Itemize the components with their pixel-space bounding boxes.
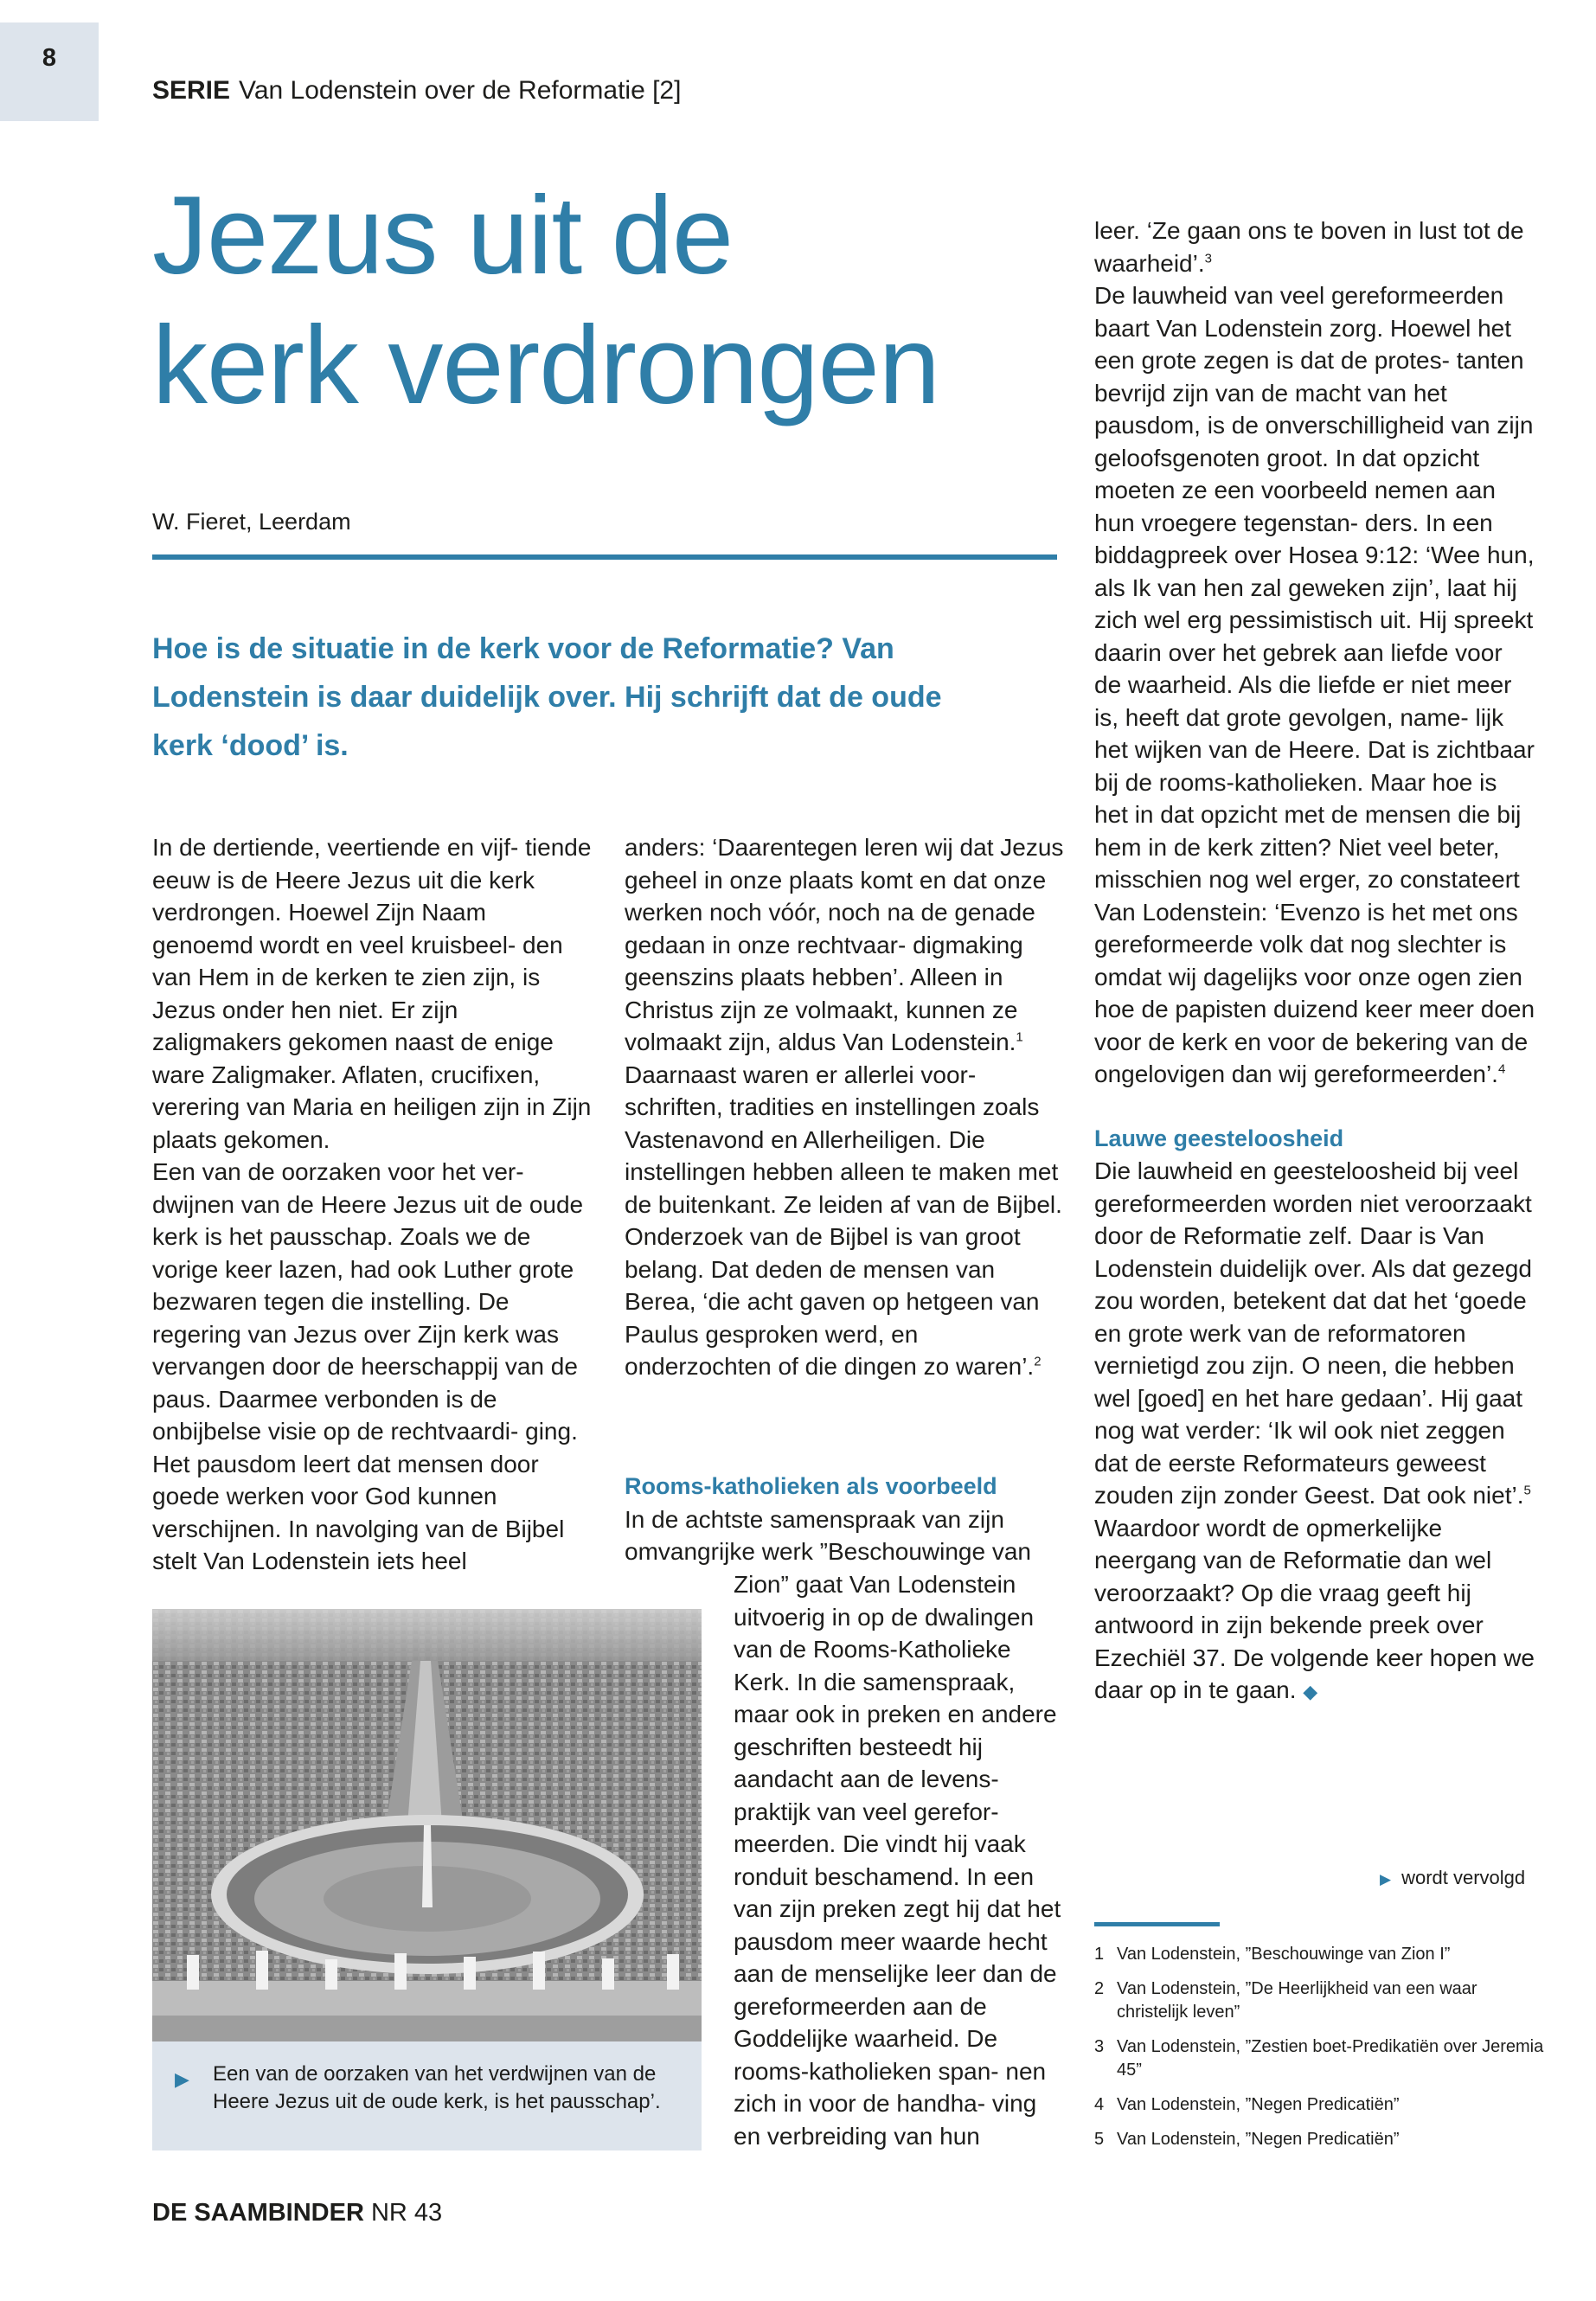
col3-paragraph-4: Waardoor wordt de opmerkelijke neergang van de Reformatie dan wel veroorzaakt? Op die vraag geeft hij antwoord in zijn bekende preek over Ezechiël 37. De volgende keer hopen we daar op in te gaan. ◆ xyxy=(1094,1514,1535,1703)
series-title: Van Lodenstein over de Reformatie [2] xyxy=(239,76,682,105)
col2-paragraph-3-rest: Zion” gaat Van Lodenstein uitvoerig in op de dwalingen van de Rooms-Katholieke Kerk. In die samenspraak, maar ook in preken en andere geschriften besteedt hij aandacht aan de levens- praktijk van veel gerefor- meerden. Die vindt hij vaak ronduit beschamend. In een van zijn preken zegt hij dat het pausdom meer waarde hecht aan de menselijke leer dan de gereformeerden aan de Goddelijke waarheid. De rooms-katholieken span- nen zich in voor de handha- ving en verbreiding van hun xyxy=(734,1571,1061,2150)
continued-text: wordt vervolgd xyxy=(1401,1867,1526,1888)
footnote-ref-2: 2 xyxy=(1034,1354,1042,1369)
series-header xyxy=(152,76,681,106)
col1-paragraph-2: Een van de oorzaken voor het ver- dwijnen van de Heere Jezus uit de oude kerk is het pausschap. Zoals we de vorige keer lazen, had ook Luther grote bezwaren tegen die instelling. De regering van Jezus over Zijn kerk was vervangen door de heerschappij van de paus. Daarmee verbonden is de onbijbelse visie op de rechtvaardi- ging. Het pausdom leert dat mensen door goede werken voor God kunnen verschijnen. In navolging van de Bijbel stelt Van Lodenstein iets heel xyxy=(152,1158,584,1574)
footnote-ref-5: 5 xyxy=(1523,1483,1531,1498)
magazine-footer xyxy=(152,2199,442,2227)
title-line-2: kerk verdrongen xyxy=(152,304,939,427)
footnotes-list xyxy=(1094,1943,1544,2163)
continued-note xyxy=(1380,1867,1525,1889)
subheading-rooms-katholieken: Rooms-katholieken als voorbeeld xyxy=(625,1473,997,1499)
title-divider xyxy=(152,554,1057,560)
intro-lead: Hoe is de situatie in de kerk voor de Reformatie? Van Lodenstein is daar duidelijk over. Hij schrijft dat de oude kerk ‘dood’ is. xyxy=(152,632,942,762)
footnote-ref-1: 1 xyxy=(1016,1029,1023,1045)
caption-triangle-icon: ▶ xyxy=(175,2068,189,2090)
page-number: 8 xyxy=(42,43,57,72)
page-number-box xyxy=(0,22,99,121)
footnote-ref-3: 3 xyxy=(1204,251,1212,266)
footnote-3: 3 Van Lodenstein, ”Zestien boet-Predikatiën over Jeremia 45” xyxy=(1094,2037,1544,2080)
col2-paragraph-2: Daarnaast waren er allerlei voor- schriften, tradities en instellingen zoals Vastenavond en Allerheiligen. Die instellingen hebben alleen te maken met de buitenkant. Ze leiden af van de Bijbel. Onderzoek van de Bijbel is van groot belang. Dat deden de mensen van Berea, ‘die acht gaven op hetgeen van Paulus gesproken werd, en onderzochten of die dingen zo waren’.$^2$ xyxy=(625,1061,1062,1380)
footnote-1: 1 Van Lodenstein, ”Beschouwinge van Zion I” xyxy=(1094,1945,1451,1964)
col3-paragraph-2: De lauwheid van veel gereformeerden baart Van Lodenstein zorg. Hoewel het een grote zegen is dat de protes- tanten bevrijd zijn van de macht van het pausdom, is de onverschilligheid van zijn geloofsgenoten groot. In dat opzicht moeten ze een voorbeeld nemen aan hun vroegere tegenstan- ders. In een biddagpreek over Hosea 9:12: ‘Wee hun, als Ik van hen zal geweken zijn’, laat hij zich wel erg pessimistisch uit. Hij spreekt daarin over het gebrek aan liefde voor de waarheid. Als die liefde er niet meer is, heeft dat grote gevolgen, name- lijk het wijken van de Heere. Dat is zichtbaar bij de rooms-katholieken. Maar hoe is het in dat opzicht met de mensen die bij hem in de kerk zitten? Niet veel beter, misschien nog wel erger, zo constateert Van Lodenstein: ‘Evenzo is het met ons gereformeerde volk dat nog slechter is omdat wij dagelijks voor onze ogen zien hoe de papisten duizend keer meer doen voor de kerk en voor de bekering van de ongelovigen dan wij gereformeerden’.$^4$ xyxy=(1094,282,1535,1087)
footnote-4: 4 Van Lodenstein, ”Negen Predicatiën” xyxy=(1094,2095,1400,2114)
photo-caption xyxy=(152,2041,702,2150)
col2-paragraph-3-start: In de achtste samenspraak van zijn omvangrijke werk ”Beschouwinge van xyxy=(625,1505,1031,1565)
col1-paragraph-1: In de dertiende, veertiende en vijf- tiende eeuw is de Heere Jezus uit die kerk verdrongen. Hoewel Zijn Naam genoemd wordt en veel kruisbeel- den van Hem in de kerken te zien zijn, is Jezus onder hen niet. Er zijn zaligmakers gekomen naast de enige ware Zaligmaker. Aflaten, crucifixen, verering van Maria en heiligen zijn in Zijn plaats gekomen. xyxy=(152,834,592,1153)
footnotes-divider xyxy=(1094,1922,1220,1926)
col2-paragraph-1: anders: ‘Daarentegen leren wij dat Jezus geheel in onze plaats komt en dat onze werken noch vóór, noch na de genade gedaan in onze rechtvaar- digmaking geenszins plaats hebben’. Alleen in Christus zijn ze volmaakt, kunnen ze volmaakt zijn, aldus Van Lodenstein.$^1$ xyxy=(625,834,1064,1055)
st-peters-square-photo xyxy=(152,1609,702,2041)
col3-paragraph-3: Die lauwheid en geesteloosheid bij veel gereformeerden worden niet veroorzaakt door de Reformatie zelf. Daar is Van Lodenstein duidelijk over. Als dat gezegd zou worden, betekent dat dat het ‘goede en grote werk van de reformatoren vernietigd zou zijn. O neen, die hebben wel [goed] en het hare gedaan’. Hij gaat nog wat verder: ‘Ik wil ook niet zeggen dat de eerste Reformateurs geweest zouden zijn zonder Geest. Dat ook niet’.$^5$ xyxy=(1094,1157,1532,1509)
column-2 xyxy=(625,831,1066,1383)
subheading-lauwe-geesteloosheid: Lauwe geesteloosheid xyxy=(1094,1125,1344,1151)
issue-number: NR 43 xyxy=(370,2199,443,2227)
column-1 xyxy=(152,831,593,1578)
end-diamond-icon: ◆ xyxy=(1303,1681,1318,1702)
column-3 xyxy=(1094,215,1535,1708)
continued-triangle-icon: ▶ xyxy=(1380,1871,1392,1888)
article-title xyxy=(152,171,939,431)
title-line-1: Jezus uit de xyxy=(152,174,734,298)
caption-text: Een van de oorzaken van het verdwijnen van de Heere Jezus uit de oude kerk, is het pausschap’. xyxy=(213,2062,661,2113)
footnote-ref-4: 4 xyxy=(1497,1061,1506,1077)
magazine-name: DE SAAMBINDER xyxy=(152,2199,364,2227)
col3-paragraph-1: leer. ‘Ze gaan ons te boven in lust tot de waarheid’.$^3$ xyxy=(1094,217,1524,277)
footnote-2: 2 Van Lodenstein, ”De Heerlijkheid van een waar christelijk leven” xyxy=(1094,1979,1477,2022)
author-byline: W. Fieret, Leerdam xyxy=(152,509,351,535)
footnote-5: 5 Van Lodenstein, ”Negen Predicatiën” xyxy=(1094,2130,1400,2149)
column-2-wrapped xyxy=(734,1568,1066,2152)
series-label: SERIE xyxy=(152,76,231,105)
column-2-lower xyxy=(625,1471,1066,1568)
